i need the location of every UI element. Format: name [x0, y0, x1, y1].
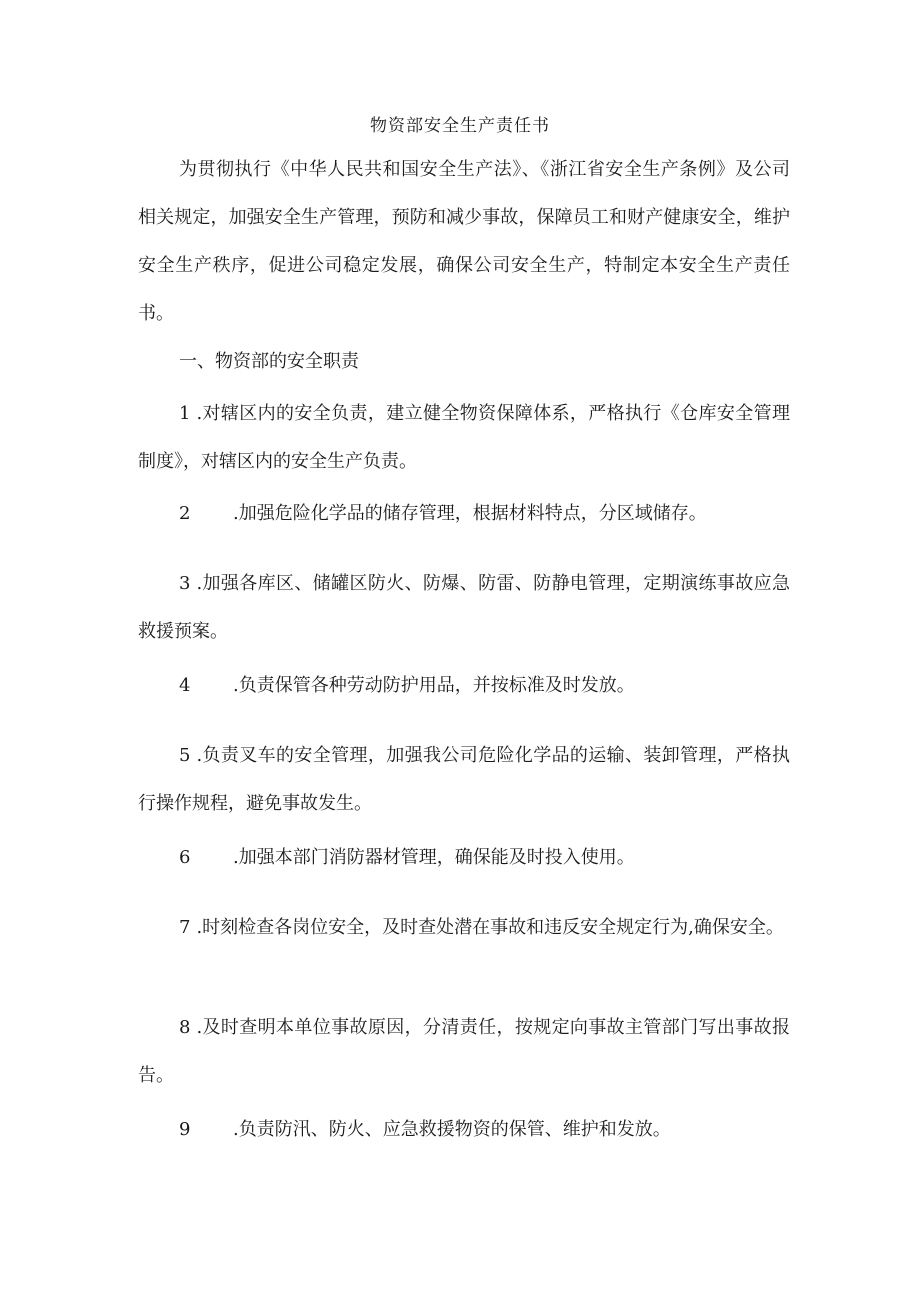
list-item	[138, 662, 790, 710]
item-text: .时刻检查各岗位安全，及时查处潜在事故和违反安全规定行为,确保安全。	[196, 917, 784, 938]
item-text: .负责叉车的安全管理，加强我公司危险化学品的运输、装卸管理，严格执行操作规程，避免事故发生。	[138, 745, 790, 814]
item-number: 3	[179, 573, 191, 594]
item-number: 4	[179, 675, 191, 696]
intro-paragraph: 为贯彻执行《中华人民共和国安全生产法》、《浙江省安全生产条例》及公司相关规定，加强安全生产管理，预防和减少事故，保障员工和财产健康安全，维护安全生产秩序，促进公司稳定发展，确保公司安全生产，特制定本安全生产责任书。	[138, 159, 790, 324]
item-text: .负责防汛、防火、应急救援物资的保管、维护和发放。	[233, 1119, 671, 1140]
list-item	[138, 834, 790, 882]
list-item	[138, 490, 790, 538]
item-text: .加强本部门消防器材管理，确保能及时投入使用。	[233, 847, 635, 868]
item-text: .负责保管各种劳动防护用品，并按标准及时发放。	[233, 675, 635, 696]
item-number: 8	[179, 1017, 191, 1038]
item-text: .加强各库区、储罐区防火、防爆、防雷、防静电管理，定期演练事故应急救援预案。	[138, 573, 790, 642]
list-item	[138, 732, 790, 828]
document-title: 物资部安全生产责任书	[370, 116, 550, 136]
section-heading: 一、物资部的安全职责	[179, 351, 359, 372]
list-item	[138, 560, 790, 656]
item-number: 1	[179, 403, 191, 424]
item-number: 6	[179, 847, 191, 868]
item-number: 7	[179, 917, 191, 938]
list-item	[138, 904, 790, 952]
item-number: 9	[179, 1119, 191, 1140]
item-number: 5	[179, 745, 191, 766]
item-text: .对辖区内的安全负责，建立健全物资保障体系，严格执行《仓库安全管理制度》，对辖区内的安全生产负责。	[138, 403, 790, 472]
item-text: .及时查明本单位事故原因，分清责任，按规定向事故主管部门写出事故报告。	[138, 1017, 790, 1086]
list-item	[138, 390, 790, 486]
list-item	[138, 1106, 790, 1154]
item-text: .加强危险化学品的储存管理，根据材料特点，分区域储存。	[233, 503, 707, 524]
item-number: 2	[179, 503, 191, 524]
list-item	[138, 1004, 790, 1100]
